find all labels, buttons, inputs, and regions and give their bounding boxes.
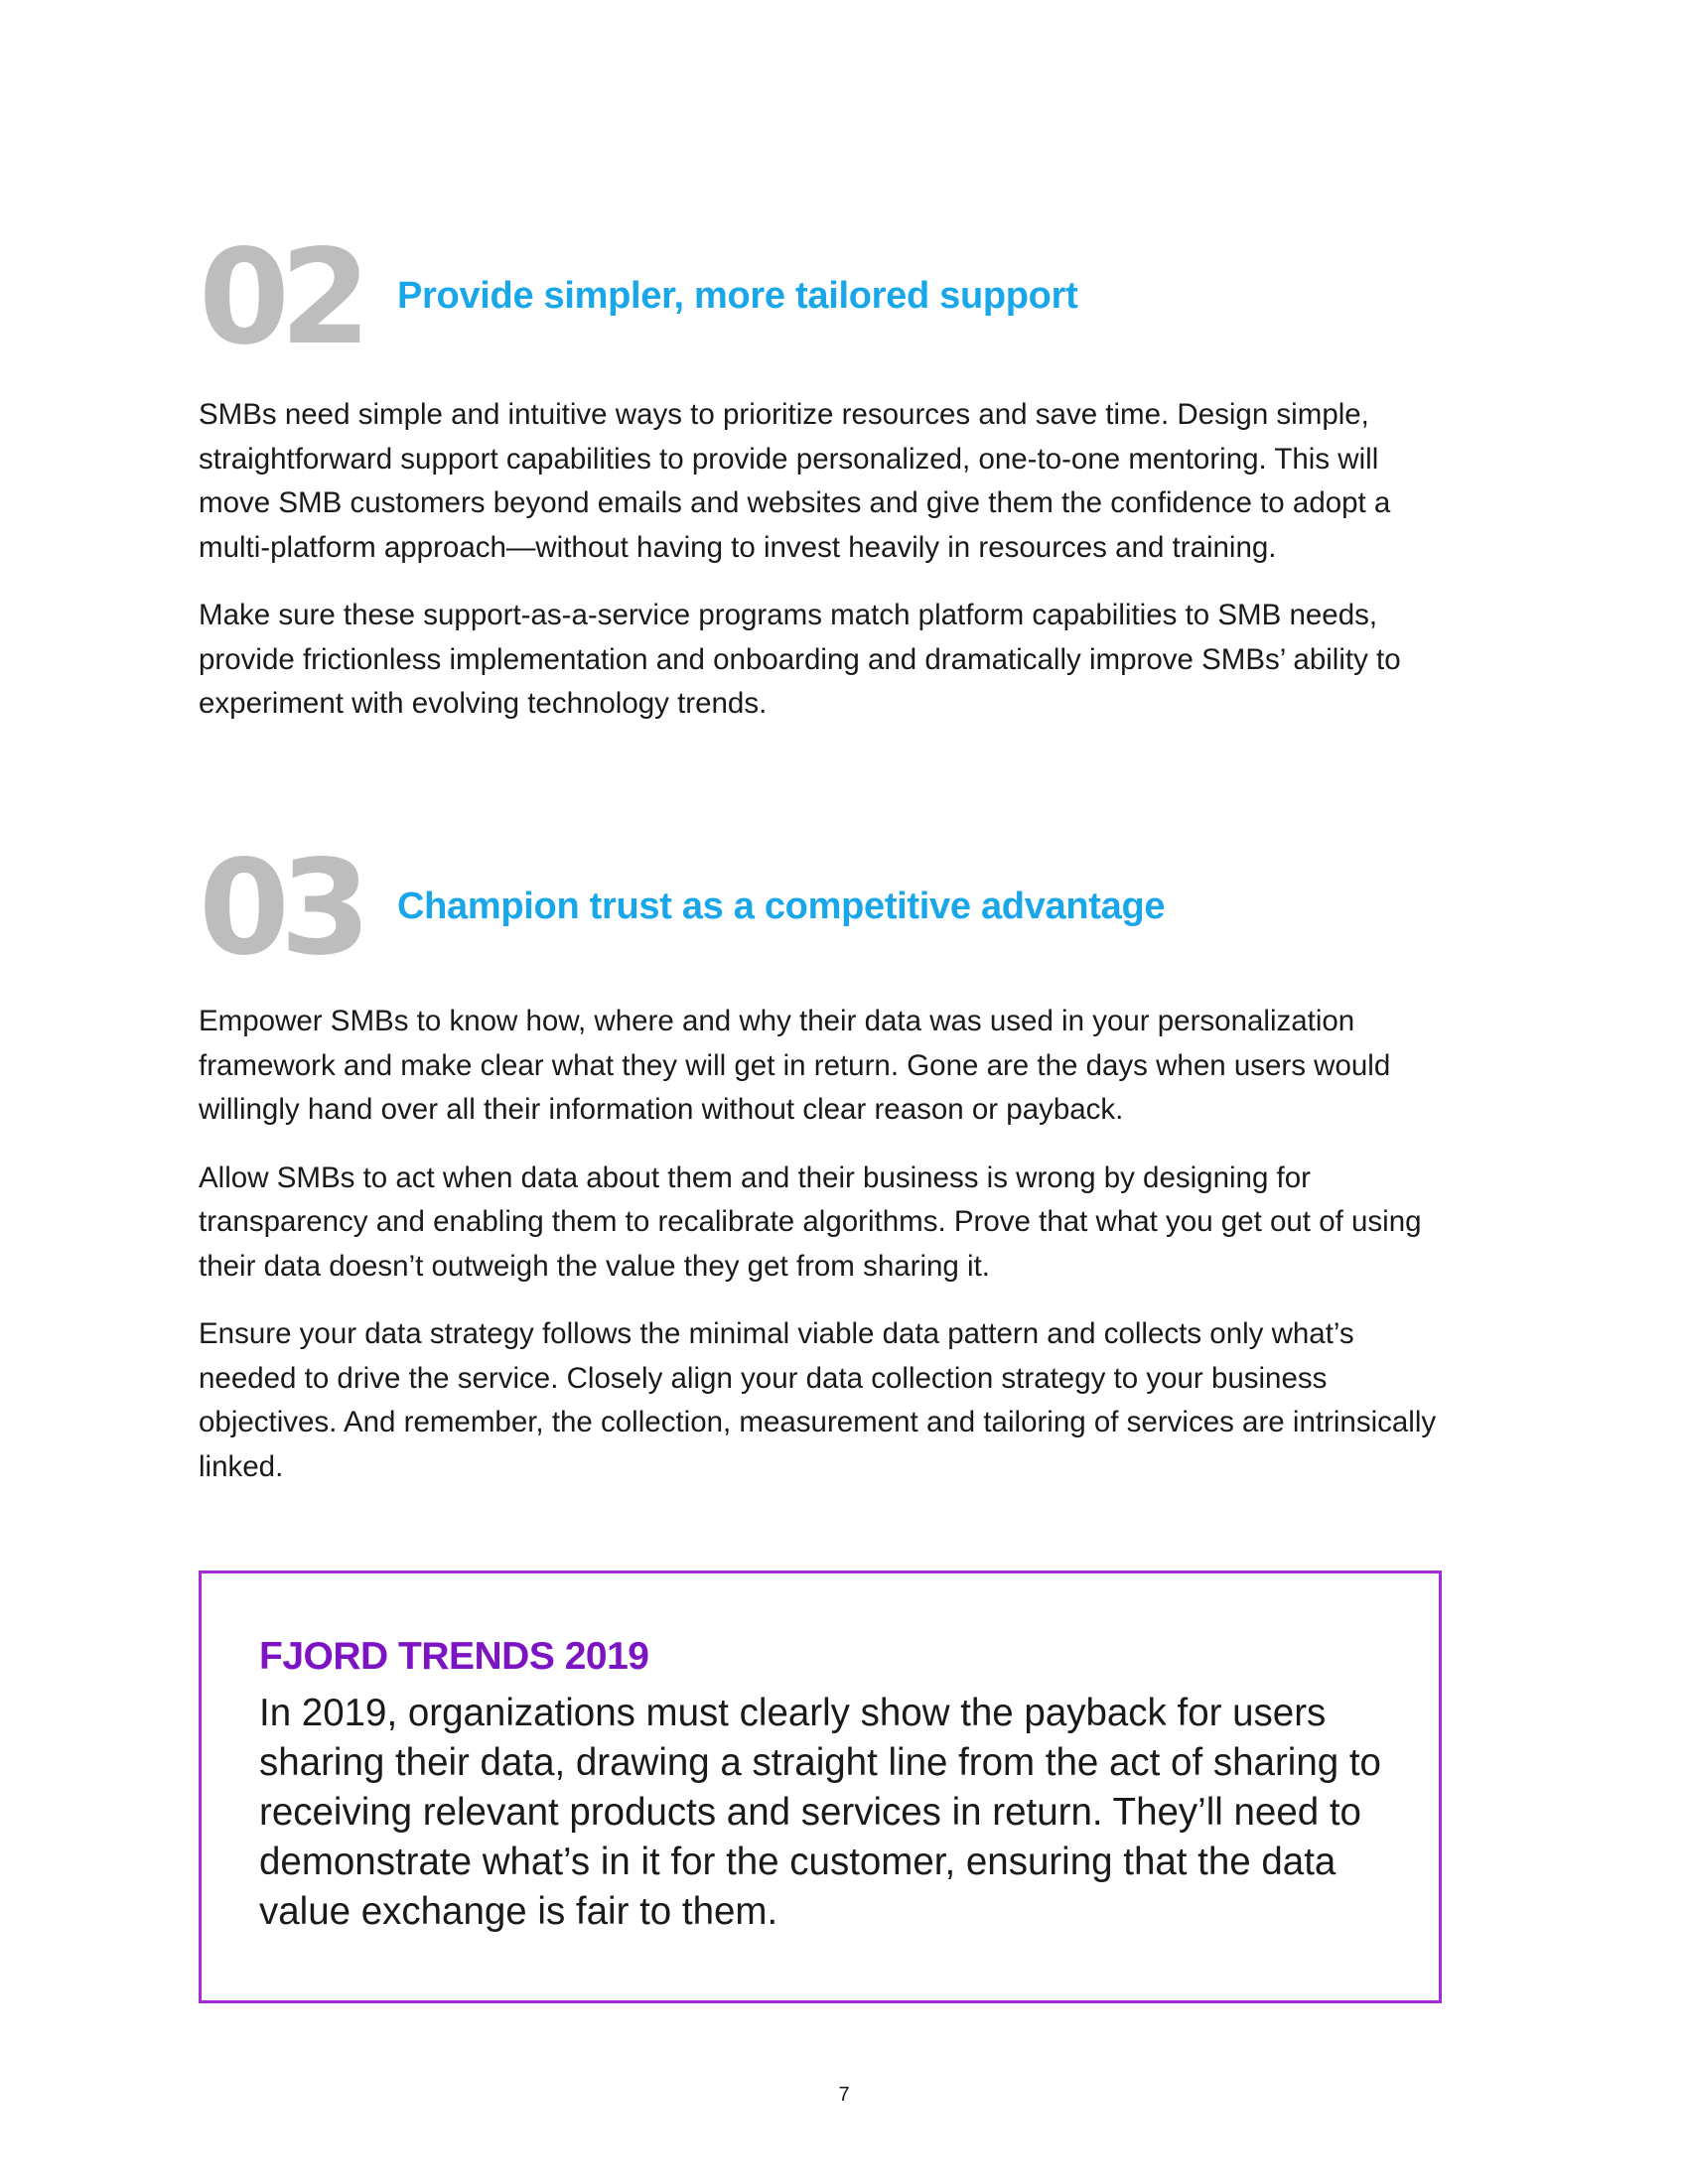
paragraph: Empower SMBs to know how, where and why their data was used in your personalization framework and make clear what they will get in return. Gone are the days when users would willingly hand over all their information without clear reason or payback. — [199, 1005, 1391, 1126]
paragraph: Make sure these support-as-a-service programs match platform capabilities to SMB needs, provide frictionless implementation and onboarding and dramatically improve SMBs’ ability to experiment with evolving technology trends. — [199, 599, 1401, 720]
section-body — [199, 393, 1440, 727]
paragraph: Allow SMBs to act when data about them and their business is wrong by designing for transparency and enabling them to recalibrate algorithms. Prove that what you get out of using their data doesn’t outweigh the value they get from sharing it. — [199, 1160, 1422, 1283]
section-number: 03 — [199, 832, 361, 985]
section-header — [199, 832, 1440, 985]
page-number: 7 — [838, 2084, 850, 2106]
section-header — [199, 221, 1440, 374]
callout-text: In 2019, organizations must clearly show the payback for users sharing their data, drawing a straight line from the act of sharing to receiving relevant products and services in return. They’ll need to demonstrate what’s in it for the customer, ensuring that the data value exchange is fair to them. — [259, 1692, 1381, 1933]
section-02 — [199, 221, 1440, 751]
section-title: Champion trust as a competitive advantage — [397, 886, 1166, 927]
section-03 — [199, 832, 1440, 1513]
paragraph: Ensure your data strategy follows the minimal viable data pattern and collects only what’s needed to drive the service. Closely align your data collection strategy to your business objectives. And remember, the collection, measurement and tailoring of services are intrinsically linked. — [199, 1317, 1437, 1483]
section-title: Provide simpler, more tailored support — [397, 275, 1078, 317]
callout-title: FJORD TRENDS 2019 — [259, 1635, 649, 1678]
paragraph: SMBs need simple and intuitive ways to prioritize resources and save time. Design simple, straightforward support capabilities to provide personalized, one-to-one mentoring. This will move SMB customers beyond emails and websites and give them the confidence to adopt a multi-platform approach—without having to invest heavily in resources and training. — [199, 398, 1391, 564]
section-number: 02 — [199, 221, 361, 374]
section-body — [199, 1000, 1440, 1489]
fjord-trends-callout — [199, 1570, 1442, 2003]
